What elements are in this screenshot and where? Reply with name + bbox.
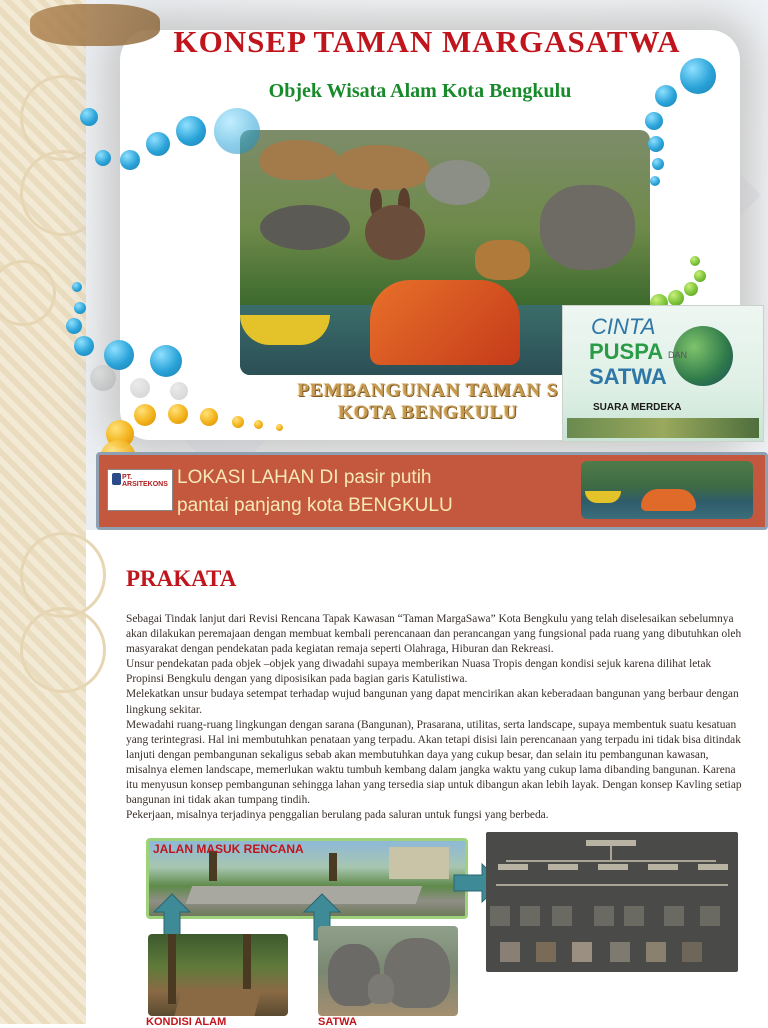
forest-path-photo <box>148 934 288 1016</box>
location-banner <box>96 452 768 530</box>
location-line-1: LOKASI LAHAN DI pasir putih <box>177 467 432 488</box>
prakata-heading: PRAKATA <box>126 566 237 591</box>
location-line-2: pantai panjang kota BENGKULU <box>177 495 453 516</box>
decorative-title: PEMBANGUNAN TAMAN S KOTA BENGKULU <box>297 380 559 423</box>
prakata-body <box>126 612 748 838</box>
photo-label-jalan: JALAN MASUK RENCANA <box>153 842 304 856</box>
boat-photo <box>581 461 753 519</box>
poster-puspa: PUSPA <box>589 339 664 364</box>
poster-newspaper-name: SUARA MERDEKA <box>593 402 682 413</box>
cinta-puspa-satwa-poster <box>562 305 764 442</box>
poster-satwa: SATWA <box>589 364 667 389</box>
poster-photo-strip <box>567 418 759 438</box>
poster-dan: DAN <box>668 350 688 360</box>
poster-cinta: CINTA <box>591 314 656 339</box>
logo-mark-icon <box>112 473 121 485</box>
prakata-paragraph: Mewadahi ruang-ruang lingkungan dengan sarana (Bangunan), Prasarana, utilitas, serta landscape, supaya membentuk suatu kesatuan yang terintegrasi. Hal ini membutuhkan penataan yang terpadu. Akan tetapi disisi lain perencanaan yang terpadu ini tidak bisa ditindak lanjuti dengan pembangunan sekaligus sebab akan membutuhkan daya yang cukup besar, dan selain itu pembangunan kawasan, misalnya elemen landscape, memerlukan waktu tumbuh kembang dalam jangka waktu yang cukup lama dibanding bangunan. Karena itu menyusun konsep pembangunan sehingga lahan yang tersedia siap untuk dibangun akan lebih layak. Dengan konsep Kavling setiap bangunan ini tidak akan tumpang tindih. <box>126 718 742 807</box>
prakata-paragraph: Pekerjaan, misalnya terjadinya penggalian berulang pada saluran untuk fungsi yang berbeda. <box>126 809 549 822</box>
prakata-slide <box>0 532 768 1028</box>
animal-classification-chart-image <box>486 832 738 972</box>
photo-label-kondisi: KONDISI ALAM <box>146 1016 227 1028</box>
page-subtitle: Objek Wisata Alam Kota Bengkulu <box>268 80 572 102</box>
elephants-photo <box>318 926 458 1016</box>
prakata-paragraph: Melekatkan unsur budaya setempat terhadap wujud bangunan yang dapat mencirikan akan keberadaan bangunan yang berbaur dengan lingkung sekitar. <box>126 688 739 716</box>
photo-label-satwa: SATWA <box>318 1016 357 1028</box>
prakata-paragraph: Sebagai Tindak lanjut dari Revisi Rencana Tapak Kawasan “Taman MargaSawa” Kota Bengkulu yang telah diselesaikan sebelumnya akan dilakukan peremajaan dengan membuat kembali perencanaan dan perancangan yang fungsional pada ruang yang dibutuhkan oleh masyarakat dengan pendekatan pada kegiatan remaja seperti Olahraga, Hiburan dan Rekreasi. <box>126 613 742 656</box>
prakata-paragraph: Unsur pendekatan pada objek –objek yang diwadahi supaya memberikan Nuasa Tropis dengan kondisi sejuk karena dilihat letak Propinsi Bengkulu dengan yang diposisikan pada bagian garis Katulistiwa. <box>126 658 712 686</box>
decorative-strip <box>0 532 86 1024</box>
company-logo: PT. ARSITEKONS <box>107 469 173 511</box>
page-title: KONSEP TAMAN MARGASATWA <box>173 24 681 59</box>
